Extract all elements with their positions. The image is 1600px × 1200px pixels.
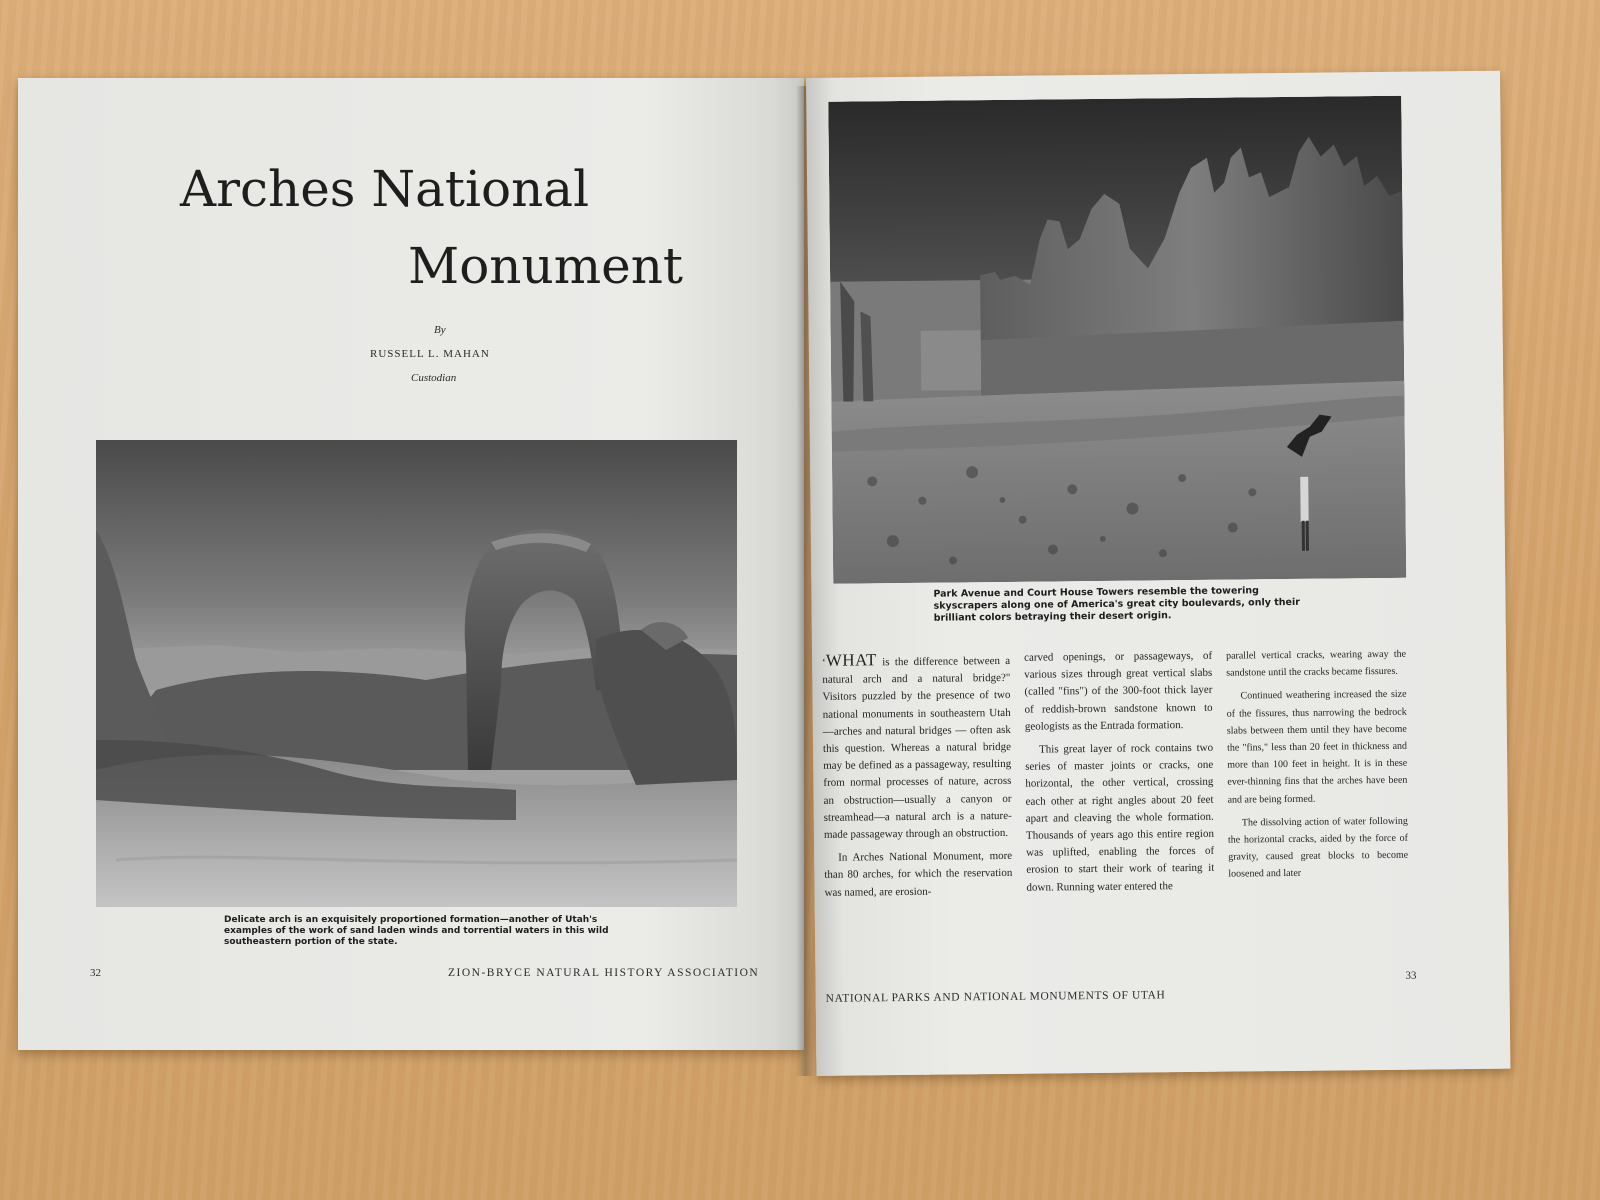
col1-paragraph-2: In Arches National Monument, more than 80 arches, for which the reservation was named, are erosion- [824, 850, 1013, 899]
running-footer-left: ZION-BRYCE NATURAL HISTORY ASSOCIATION [448, 967, 760, 979]
opening-quote: ‘ [822, 656, 826, 669]
delicate-arch-photo [96, 440, 737, 907]
body-column-2 [1024, 648, 1215, 903]
running-footer-right: NATIONAL PARKS AND NATIONAL MONUMENTS OF UTAH [825, 989, 1166, 1005]
col3-paragraph-1: parallel vertical cracks, wearing away the sandstone until the cracks became fissures. [1226, 648, 1407, 679]
page-number-right: 33 [1405, 969, 1417, 982]
col1-paragraph-1: is the difference between a natural arch and a natural bridge?" Visitors puzzled by the presence of two national monuments in southeastern Utah—arches and natural bridges — often ask this question. Whereas a natural bridge may be defined as a passageway, resulting from normal processes of nature, across an obstruction—usually a canyon or streamhead—a natural arch is a nature-made passageway through an obstruction. [822, 654, 1012, 841]
park-avenue-caption: Park Avenue and Court House Towers resemble the towering skyscrapers along one of America's great city boulevards, only their brilliant colors betraying their desert origin. [933, 585, 1300, 624]
col3-paragraph-3: The dissolving action of water following the horizontal cracks, aided by the force of gravity, caused great blocks to become loosened and later [1227, 815, 1409, 881]
author-role: Custodian [411, 372, 457, 384]
arch-photo-caption: Delicate arch is an exquisitely proportioned formation—another of Utah's examples of the work of sand laden winds and torrential waters in this wild southeastern portion of the state. [224, 915, 609, 947]
author-name: RUSSELL L. MAHAN [370, 348, 490, 360]
col2-paragraph-2: This great layer of rock contains two series of master joints or cracks, one horizontal, the other vertical, crossing each other at right angles about 20 feet apart and cleaving the whole formation. Thousands of years ago this entire region was uplifted, enabling the forces of erosion to start their work of tearing it down. Running water entered the [1025, 741, 1215, 894]
right-page [806, 71, 1510, 1076]
left-page [18, 78, 804, 1050]
body-column-1 [822, 650, 1013, 908]
byline-by: By [434, 324, 446, 336]
col2-paragraph-1: carved openings, or passageways, of various sizes through great vertical slabs (called "fins") of the 300-foot thick layer of reddish-brown sandstone known to geologists as the Entrada formation. [1024, 649, 1213, 733]
page-number-left: 32 [90, 967, 101, 979]
dropcap-what: WHAT [825, 650, 877, 670]
park-avenue-photo [828, 96, 1406, 584]
title-line-2: Monument [408, 237, 683, 295]
body-column-3 [1226, 646, 1409, 890]
col3-paragraph-2: Continued weathering increased the size of the fissures, thus narrowing the bedrock slabs between them until they have become the "fins," less than 20 feet in thickness and more than 100 feet in height. It is in these ever-thinning fins that the arches have been and are being formed. [1226, 689, 1408, 806]
title-line-1: Arches National [180, 160, 590, 218]
